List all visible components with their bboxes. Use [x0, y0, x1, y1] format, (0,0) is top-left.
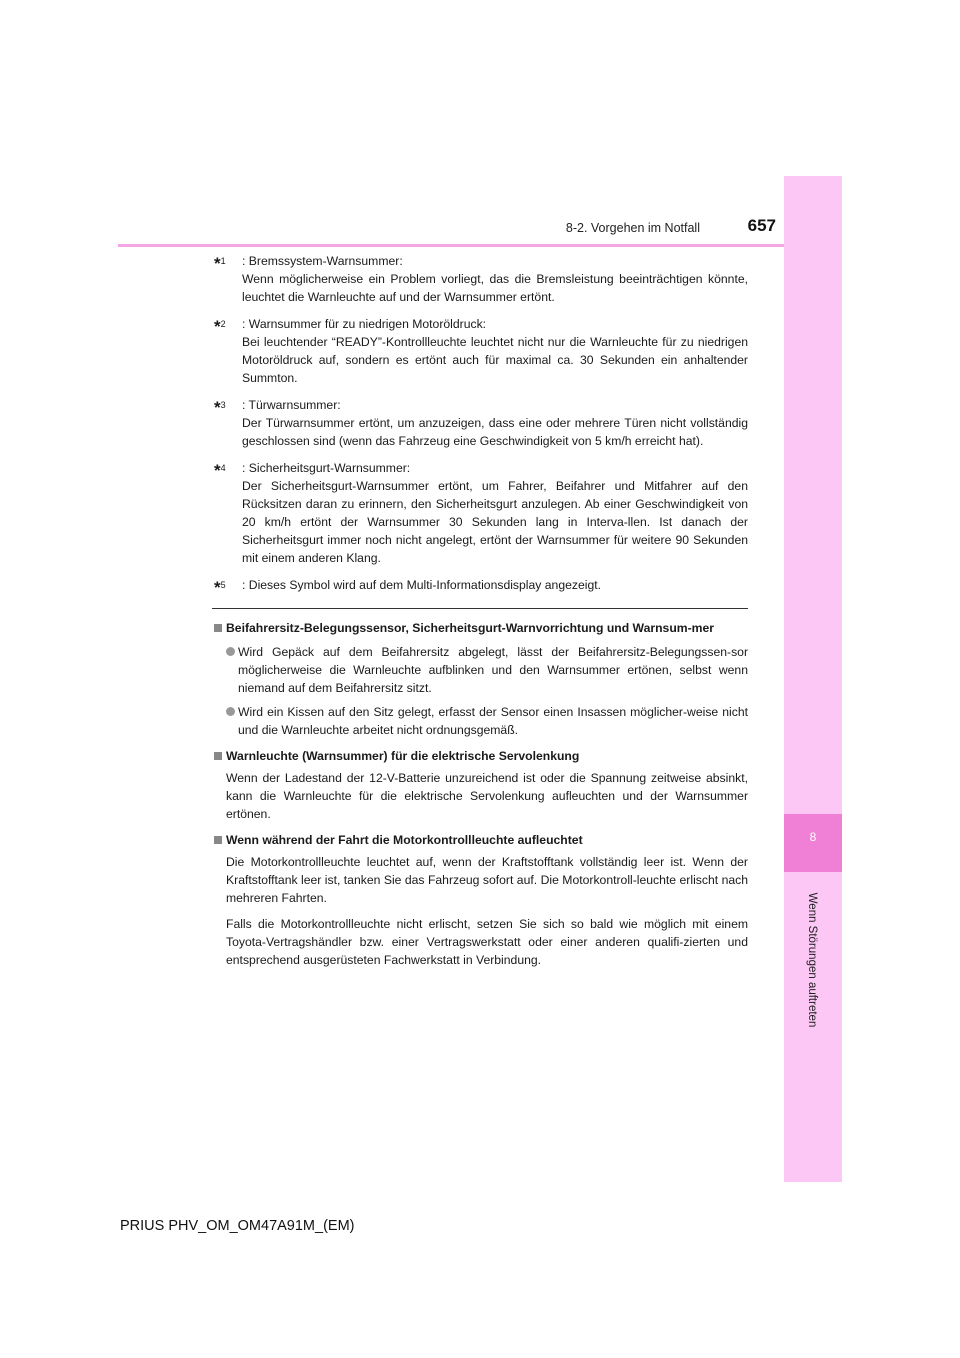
- footnote-text: Der Türwarnsummer ertönt, um anzuzeigen, dass eine oder mehrere Türen nicht vollständig geschlossen sind (wenn das Fahrzeug eine Geschwindigkeit von 5 km/h erreicht hat).: [242, 416, 748, 448]
- section-divider: [212, 608, 748, 609]
- header-section-title: 8-2. Vorgehen im Notfall: [565, 221, 700, 235]
- section-paragraph: Die Motorkontrollleuchte leuchtet auf, wenn der Kraftstofftank vollständig leer ist. Wenn der Kraftstofftank leer ist, tanken Sie das Fahrzeug sofort auf. Die Motorkontroll-leuchte erlischt nach mehreren Fahrten.: [226, 855, 748, 905]
- section-paragraph: Wenn der Ladestand der 12-V-Batterie unzureichend ist oder die Spannung zeitweise absinkt, kann die Warnleuchte für die elektrische Servolenkung aufleuchten und der Warnsummer ertönen.: [226, 771, 748, 821]
- square-bullet-icon: [214, 752, 222, 760]
- footnote-marker: *$^4$: [214, 461, 226, 480]
- footnote-text: Der Sicherheitsgurt-Warnsummer ertönt, um Fahrer, Beifahrer und Mitfahrer auf den Rücksitzen daran zu erinnern, den Sicherheitsgurt anzulegen. Ab einer Geschwindigkeit von 20 km/h ertönt der Warnsummer 30 Sekunden lang in Interva-llen. Ist danach der Sicherheitsgurt immer noch nicht angelegt, ertönt der Warnsummer für weitere 90 Sekunden mit einem anderen Klang.: [242, 479, 748, 565]
- section-paragraph: Falls die Motorkontrollleuchte nicht erlischt, setzen Sie sich so bald wie möglich mit einem Toyota-Vertragshändler bzw. einer Vertragswerkstatt oder einer anderen qualifi-zierten und entsprechend ausgerüsteten Fachwerkstatt in Verbindung.: [226, 917, 748, 967]
- footnote-marker: *$^2$: [214, 317, 226, 336]
- footnote-title: : Sicherheitsgurt-Warnsummer:: [242, 461, 411, 475]
- footnote-text: Wenn möglicherweise ein Problem vorliegt, das die Bremsleistung beeinträchtigen könnte, leuchtet die Warnleuchte auf und der Warnsummer ertönt.: [242, 272, 748, 304]
- circle-bullet-icon: [226, 647, 235, 656]
- circle-bullet-icon: [226, 707, 235, 716]
- section-title: Wenn während der Fahrt die Motorkontrollleuchte aufleuchtet: [214, 831, 748, 849]
- chapter-label: [797, 880, 827, 1040]
- footnote-title: : Türwarnsummer:: [242, 398, 341, 412]
- footnote-title: : Bremssystem-Warnsummer:: [242, 254, 403, 268]
- section-engine-light: [214, 831, 748, 969]
- square-bullet-icon: [214, 836, 222, 844]
- chapter-number: 8: [809, 830, 817, 844]
- section-passenger-sensor: [214, 619, 748, 739]
- section-power-steering: [214, 747, 748, 823]
- chapter-tab: [784, 814, 842, 872]
- footnote-marker: *$^5$: [214, 578, 226, 597]
- chapter-label-text: Wenn Störungen auftreten: [806, 892, 818, 1028]
- document-footer: PRIUS PHV_OM_OM47A91M_(EM): [120, 1218, 355, 1234]
- footnote-title: : Dieses Symbol wird auf dem Multi-Informationsdisplay angezeigt.: [242, 578, 602, 592]
- list-item: Wird ein Kissen auf den Sitz gelegt, erfasst der Sensor einen Insassen möglicher-weise nicht und die Warnleuchte arbeitet nicht ordnungsgemäß.: [214, 703, 748, 739]
- section-title: Warnleuchte (Warnsummer) für die elektrische Servolenkung: [214, 747, 748, 765]
- page-content: [214, 252, 748, 969]
- header-rule: [118, 244, 784, 247]
- list-item: Wird Gepäck auf dem Beifahrersitz abgelegt, lässt der Beifahrersitz-Belegungssen-sor möglicherweise die Warnleuchte aufblinken und den Warnsummer ertönen, selbst wenn niemand auf dem Beifahrersitz sitzt.: [214, 643, 748, 697]
- footnote-text: Bei leuchtender “READY”-Kontrollleuchte leuchtet nicht nur die Warnleuchte für zu niedrigen Motoröldruck auf, sondern es ertönt auch für maximal ca. 30 Sekunden ein anhaltender Summton.: [242, 335, 748, 385]
- square-bullet-icon: [214, 624, 222, 632]
- footnote-4: [214, 459, 748, 567]
- section-title: Beifahrersitz-Belegungssensor, Sicherheitsgurt-Warnvorrichtung und Warnsum-mer: [214, 619, 748, 637]
- footnote-marker: *$^3$: [214, 398, 226, 417]
- footnote-5: [214, 576, 748, 597]
- page-number: 657: [747, 216, 776, 235]
- footnote-3: [214, 396, 748, 450]
- footnote-title: : Warnsummer für zu niedrigen Motoröldruck:: [242, 317, 487, 331]
- footnote-1: [214, 252, 748, 306]
- footnote-2: [214, 315, 748, 387]
- footnote-marker: *$^1$: [214, 254, 226, 273]
